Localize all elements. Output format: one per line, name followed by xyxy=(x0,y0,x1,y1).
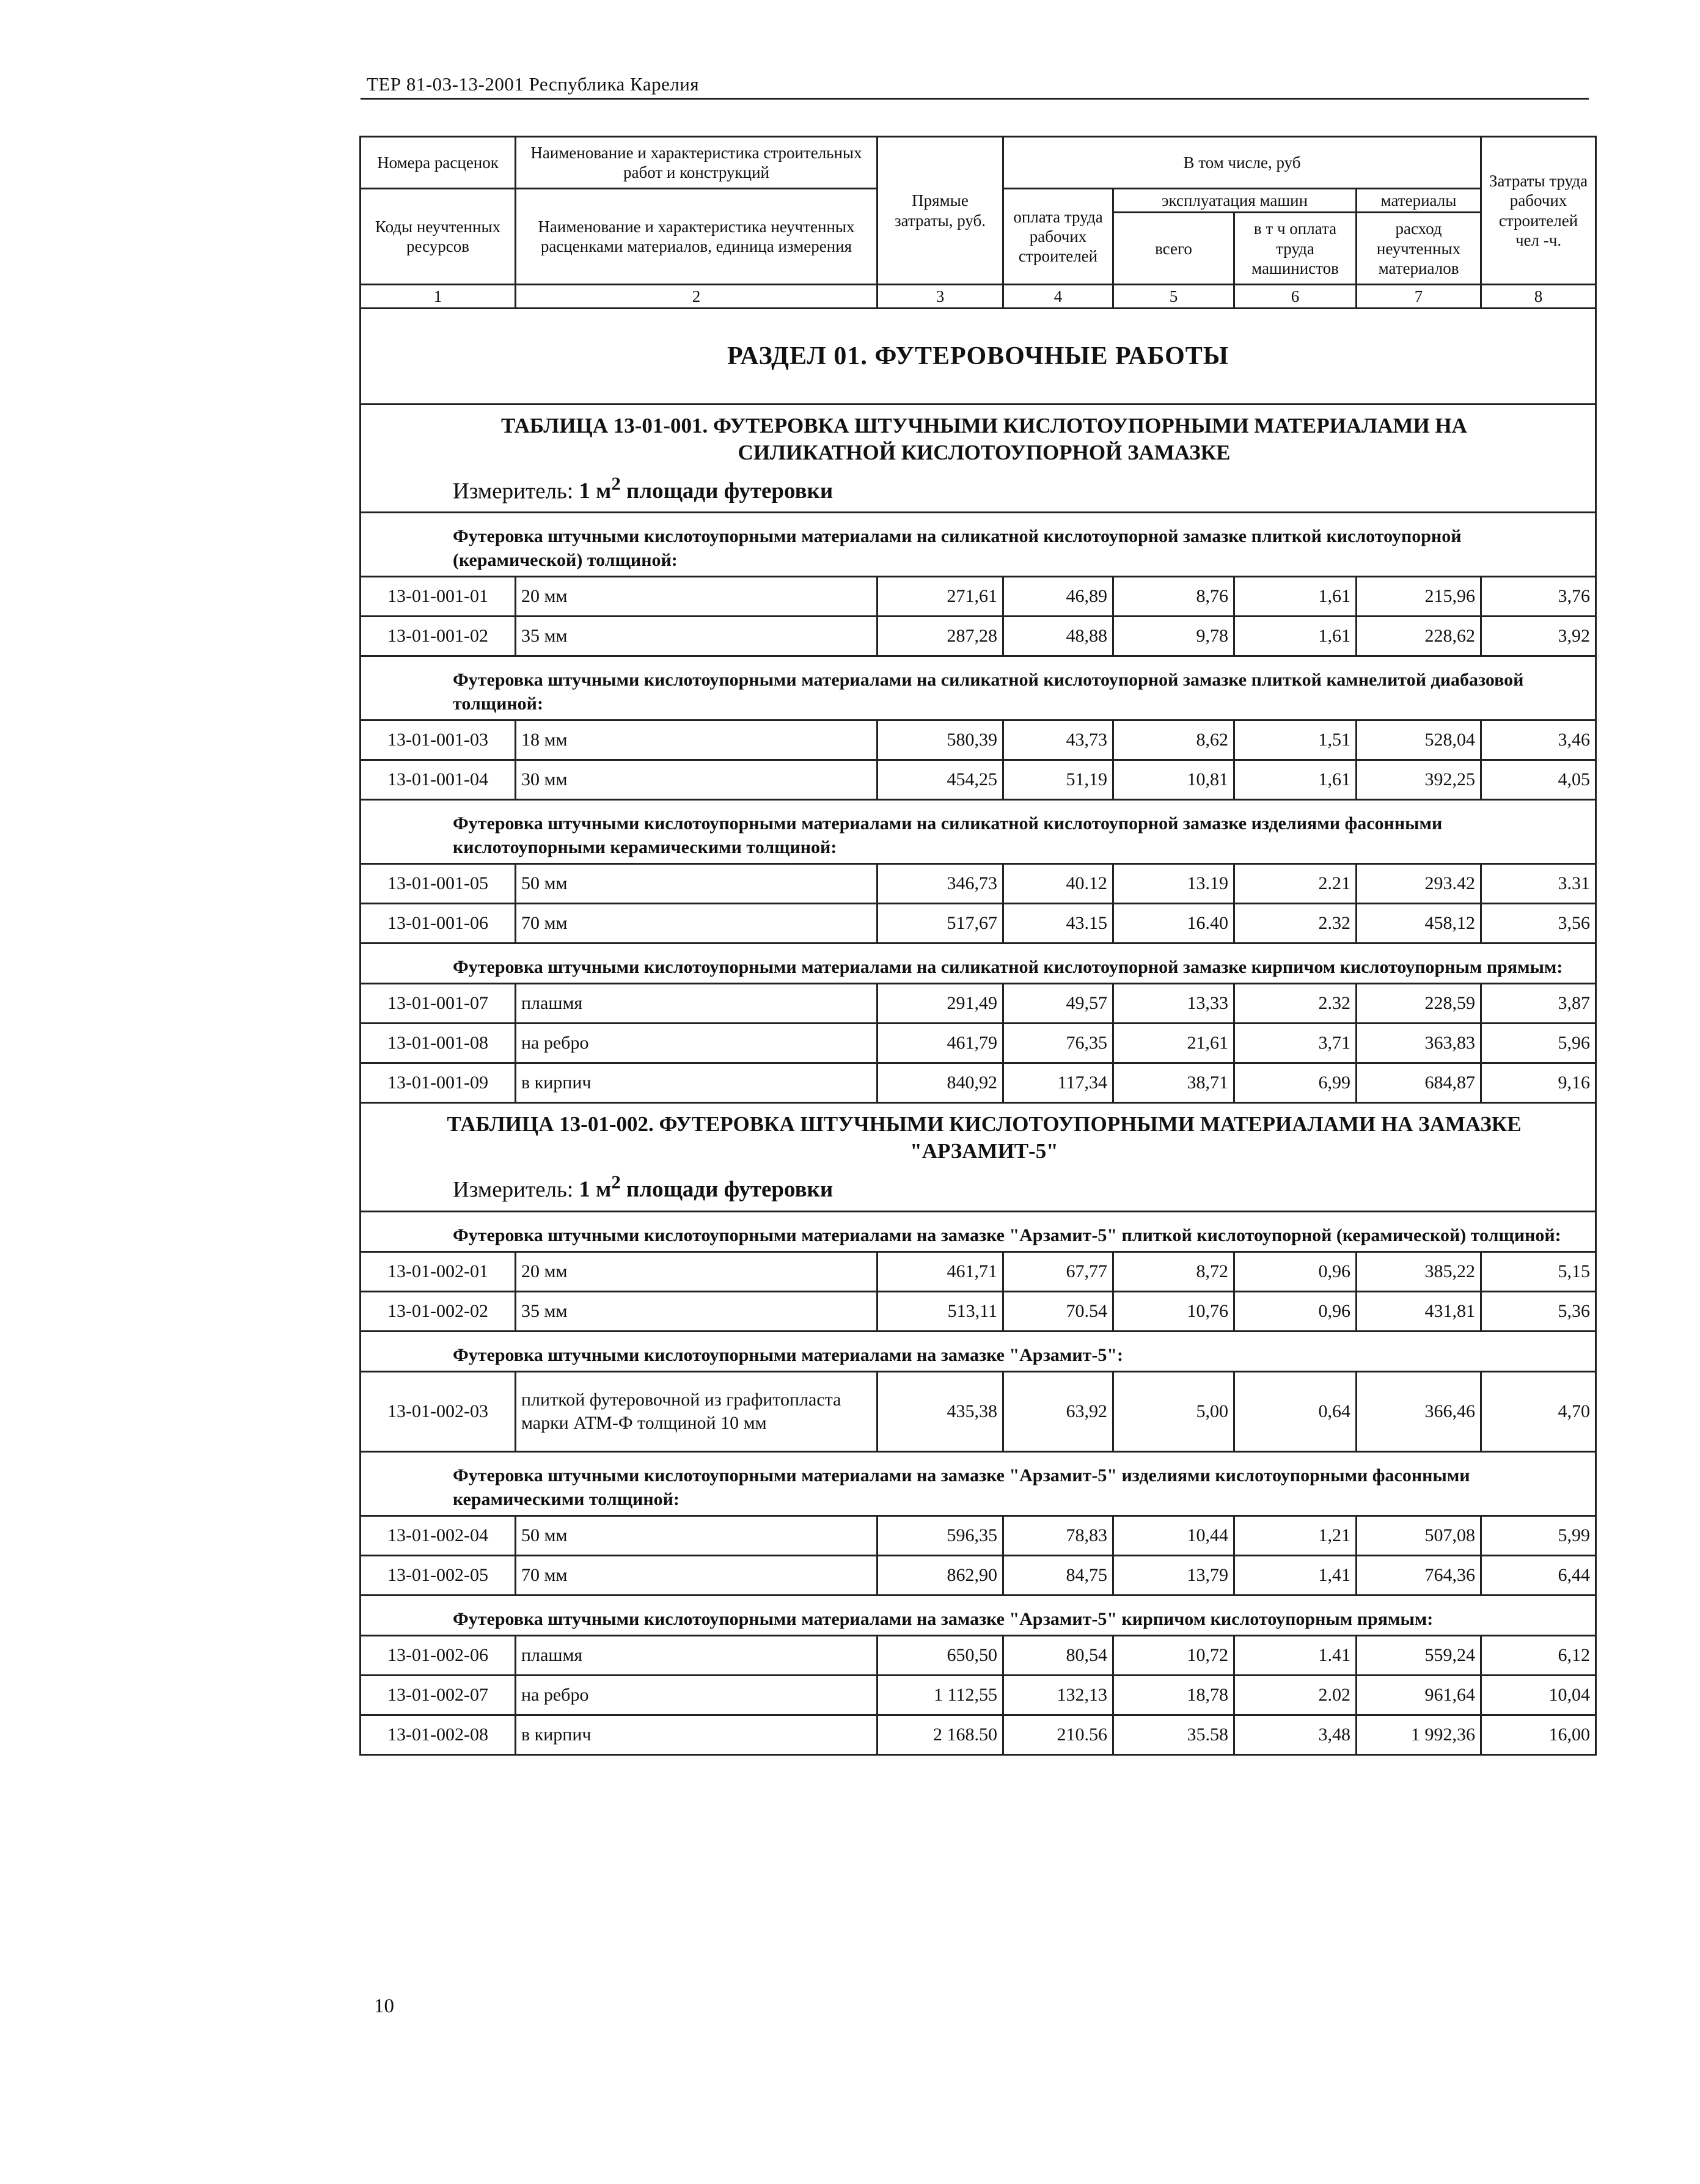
labor-wages: 84,75 xyxy=(1003,1555,1113,1595)
work-description: 35 мм xyxy=(516,1291,877,1331)
measure-suffix: площади футеровки xyxy=(626,1177,834,1203)
rate-code: 13-01-001-04 xyxy=(361,760,516,800)
measure-sup: 2 xyxy=(611,473,621,494)
machines-total: 16.40 xyxy=(1113,904,1234,944)
operator-wages: 1.41 xyxy=(1234,1635,1357,1675)
work-description: 20 мм xyxy=(516,577,877,617)
labor-hours: 3,46 xyxy=(1481,720,1596,760)
work-description: на ребро xyxy=(516,1675,877,1715)
machines-total: 13.19 xyxy=(1113,864,1234,904)
operator-wages: 1,61 xyxy=(1234,577,1357,617)
table2-measure xyxy=(453,1171,1589,1204)
rate-code: 13-01-001-02 xyxy=(361,617,516,656)
machines-total: 18,78 xyxy=(1113,1675,1234,1715)
measure-sup: 2 xyxy=(611,1171,621,1193)
work-description: 18 мм xyxy=(516,720,877,760)
table-row xyxy=(361,864,1596,904)
section-title: РАЗДЕЛ 01. ФУТЕРОВОЧНЫЕ РАБОТЫ xyxy=(361,309,1596,405)
table-row xyxy=(361,1635,1596,1675)
machines-total: 10,76 xyxy=(1113,1291,1234,1331)
materials-cost: 961,64 xyxy=(1357,1675,1481,1715)
operator-wages: 1,51 xyxy=(1234,720,1357,760)
table-row xyxy=(361,984,1596,1024)
materials-cost: 1 992,36 xyxy=(1357,1715,1481,1754)
labor-hours: 6,44 xyxy=(1481,1555,1596,1595)
direct-costs: 291,49 xyxy=(877,984,1003,1024)
document-header: ТЕР 81-03-13-2001 Республика Карелия xyxy=(367,73,700,95)
operator-wages: 1,41 xyxy=(1234,1555,1357,1595)
labor-hours: 3,56 xyxy=(1481,904,1596,944)
materials-cost: 392,25 xyxy=(1357,760,1481,800)
operator-wages: 1,61 xyxy=(1234,617,1357,656)
direct-costs: 461,71 xyxy=(877,1251,1003,1291)
measure-prefix: Измеритель: xyxy=(453,478,574,504)
work-description: 50 мм xyxy=(516,864,877,904)
table2-title-line2: "АРЗАМИТ-5" xyxy=(910,1139,1058,1163)
work-description: плиткой футеровочной из графитопласта марки АТМ-Ф толщиной 10 мм xyxy=(516,1371,877,1451)
labor-wages: 80,54 xyxy=(1003,1635,1113,1675)
table2-title-line1: ТАБЛИЦА 13-01-002. ФУТЕРОВКА ШТУЧНЫМИ КИСЛОТОУПОРНЫМИ МАТЕРИАЛАМИ НА ЗАМАЗКЕ xyxy=(447,1112,1522,1137)
table1-body xyxy=(361,405,1596,1103)
table-row xyxy=(361,1555,1596,1595)
machines-total: 10,44 xyxy=(1113,1515,1234,1555)
labor-hours: 6,12 xyxy=(1481,1635,1596,1675)
column-number: 5 xyxy=(1113,285,1234,309)
direct-costs: 517,67 xyxy=(877,904,1003,944)
materials-cost: 385,22 xyxy=(1357,1251,1481,1291)
rate-code: 13-01-002-04 xyxy=(361,1515,516,1555)
direct-costs: 1 112,55 xyxy=(877,1675,1003,1715)
group-title: Футеровка штучными кислотоупорными материалами на замазке "Арзамит-5": xyxy=(361,1331,1596,1371)
measure-unit xyxy=(579,473,834,504)
machines-total: 8,62 xyxy=(1113,720,1234,760)
materials-cost: 431,81 xyxy=(1357,1291,1481,1331)
col1-top-header: Номера расценок xyxy=(361,137,516,189)
labor-wages: 63,92 xyxy=(1003,1371,1113,1451)
materials-cost: 293.42 xyxy=(1357,864,1481,904)
labor-hours: 5,96 xyxy=(1481,1024,1596,1063)
machines-total: 35.58 xyxy=(1113,1715,1234,1754)
rate-code: 13-01-001-03 xyxy=(361,720,516,760)
rate-code: 13-01-002-07 xyxy=(361,1675,516,1715)
column-number: 3 xyxy=(877,285,1003,309)
operator-wages: 1,61 xyxy=(1234,760,1357,800)
rate-code: 13-01-001-07 xyxy=(361,984,516,1024)
table1-measure xyxy=(453,472,1589,506)
materials-cost: 528,04 xyxy=(1357,720,1481,760)
group-title: Футеровка штучными кислотоупорными материалами на силикатной кислотоупорной замазке плиткой камнелитой диабазовой толщиной: xyxy=(361,656,1596,720)
materials-cost: 366,46 xyxy=(1357,1371,1481,1451)
operator-wages: 2.02 xyxy=(1234,1675,1357,1715)
col1-bottom-header: Коды неучтенных ресурсов xyxy=(361,189,516,285)
rate-code: 13-01-001-06 xyxy=(361,904,516,944)
table1-title-block xyxy=(361,405,1596,513)
column-number: 4 xyxy=(1003,285,1113,309)
labor-hours: 5,99 xyxy=(1481,1515,1596,1555)
materials-cost: 764,36 xyxy=(1357,1555,1481,1595)
labor-wages: 70.54 xyxy=(1003,1291,1113,1331)
materials-cost: 228,62 xyxy=(1357,617,1481,656)
machines-total: 8,76 xyxy=(1113,577,1234,617)
labor-hours: 3,87 xyxy=(1481,984,1596,1024)
col6-header: в т ч оплата труда машинистов xyxy=(1234,213,1357,285)
table-row xyxy=(361,760,1596,800)
work-description: плашмя xyxy=(516,1635,877,1675)
machines-total: 13,33 xyxy=(1113,984,1234,1024)
group-title: Футеровка штучными кислотоупорными материалами на замазке "Арзамит-5" кирпичом кислотоупорным прямым: xyxy=(361,1595,1596,1635)
machines-total: 21,61 xyxy=(1113,1024,1234,1063)
rate-code: 13-01-001-09 xyxy=(361,1063,516,1103)
operator-wages: 0,96 xyxy=(1234,1291,1357,1331)
direct-costs: 596,35 xyxy=(877,1515,1003,1555)
labor-hours: 4,70 xyxy=(1481,1371,1596,1451)
table-row xyxy=(361,577,1596,617)
operator-wages: 0,64 xyxy=(1234,1371,1357,1451)
labor-hours: 4,05 xyxy=(1481,760,1596,800)
column-number: 2 xyxy=(516,285,877,309)
work-description: 30 мм xyxy=(516,760,877,800)
labor-hours: 3,92 xyxy=(1481,617,1596,656)
work-description: 35 мм xyxy=(516,617,877,656)
direct-costs: 435,38 xyxy=(877,1371,1003,1451)
table-row xyxy=(361,1291,1596,1331)
rate-code: 13-01-001-05 xyxy=(361,864,516,904)
direct-costs: 461,79 xyxy=(877,1024,1003,1063)
work-description: 20 мм xyxy=(516,1251,877,1291)
measure-prefix: Измеритель: xyxy=(453,1177,574,1203)
machines-total: 38,71 xyxy=(1113,1063,1234,1103)
col7-header: расход неучтенных материалов xyxy=(1357,213,1481,285)
labor-wages: 78,83 xyxy=(1003,1515,1113,1555)
measure-value: 1 м xyxy=(579,478,612,504)
rate-code: 13-01-002-08 xyxy=(361,1715,516,1754)
operator-wages: 2.21 xyxy=(1234,864,1357,904)
direct-costs: 840,92 xyxy=(877,1063,1003,1103)
operator-wages: 2.32 xyxy=(1234,904,1357,944)
direct-costs: 513,11 xyxy=(877,1291,1003,1331)
group-title: Футеровка штучными кислотоупорными материалами на силикатной кислотоупорной замазке плиткой кислотоупорной (керамической) толщиной: xyxy=(361,513,1596,577)
rate-code: 13-01-002-03 xyxy=(361,1371,516,1451)
column-number: 8 xyxy=(1481,285,1596,309)
col5-header: всего xyxy=(1113,213,1234,285)
col8-header: Затраты труда рабочих строителей чел -ч. xyxy=(1481,137,1596,285)
direct-costs: 287,28 xyxy=(877,617,1003,656)
operator-wages: 1,21 xyxy=(1234,1515,1357,1555)
col2-bottom-header: Наименование и характеристика неучтенных расценками материалов, единица измерения xyxy=(516,189,877,285)
table-row xyxy=(361,720,1596,760)
labor-wages: 46,89 xyxy=(1003,577,1113,617)
page-number: 10 xyxy=(374,1995,394,2017)
operator-wages: 0,96 xyxy=(1234,1251,1357,1291)
direct-costs: 454,25 xyxy=(877,760,1003,800)
table-row xyxy=(361,904,1596,944)
column-number: 1 xyxy=(361,285,516,309)
direct-costs: 271,61 xyxy=(877,577,1003,617)
labor-hours: 9,16 xyxy=(1481,1063,1596,1103)
labor-hours: 3,76 xyxy=(1481,577,1596,617)
machines-total: 13,79 xyxy=(1113,1555,1234,1595)
table-row xyxy=(361,1024,1596,1063)
labor-wages: 67,77 xyxy=(1003,1251,1113,1291)
labor-hours: 3.31 xyxy=(1481,864,1596,904)
operator-wages: 2.32 xyxy=(1234,984,1357,1024)
labor-hours: 10,04 xyxy=(1481,1675,1596,1715)
operator-wages: 3,48 xyxy=(1234,1715,1357,1754)
labor-hours: 5,36 xyxy=(1481,1291,1596,1331)
labor-hours: 16,00 xyxy=(1481,1715,1596,1754)
labor-wages: 43.15 xyxy=(1003,904,1113,944)
rate-code: 13-01-001-08 xyxy=(361,1024,516,1063)
measure-suffix: площади футеровки xyxy=(626,478,834,504)
work-description: 70 мм xyxy=(516,1555,877,1595)
direct-costs: 346,73 xyxy=(877,864,1003,904)
machines-header: эксплуатация машин xyxy=(1113,189,1357,213)
included-header: В том числе, руб xyxy=(1003,137,1481,189)
materials-cost: 507,08 xyxy=(1357,1515,1481,1555)
header-rule xyxy=(361,98,1589,100)
materials-cost: 559,24 xyxy=(1357,1635,1481,1675)
machines-total: 9,78 xyxy=(1113,617,1234,656)
work-description: 50 мм xyxy=(516,1515,877,1555)
machines-total: 10,72 xyxy=(1113,1635,1234,1675)
work-description: в кирпич xyxy=(516,1715,877,1754)
table-row xyxy=(361,1371,1596,1451)
labor-wages: 49,57 xyxy=(1003,984,1113,1024)
direct-costs: 2 168.50 xyxy=(877,1715,1003,1754)
table2-body xyxy=(361,1103,1596,1754)
labor-wages: 132,13 xyxy=(1003,1675,1113,1715)
labor-wages: 76,35 xyxy=(1003,1024,1113,1063)
rate-code: 13-01-002-02 xyxy=(361,1291,516,1331)
table1-title-line1: ТАБЛИЦА 13-01-001. ФУТЕРОВКА ШТУЧНЫМИ КИСЛОТОУПОРНЫМИ МАТЕРИАЛАМИ НА xyxy=(501,414,1467,438)
materials-cost: 458,12 xyxy=(1357,904,1481,944)
rate-code: 13-01-001-01 xyxy=(361,577,516,617)
table2-title-block xyxy=(361,1103,1596,1211)
machines-total: 10,81 xyxy=(1113,760,1234,800)
table-row xyxy=(361,1715,1596,1754)
rate-code: 13-01-002-01 xyxy=(361,1251,516,1291)
col2-top-header: Наименование и характеристика строительных работ и конструкций xyxy=(516,137,877,189)
group-title: Футеровка штучными кислотоупорными материалами на силикатной кислотоупорной замазке кирпичом кислотоупорным прямым: xyxy=(361,944,1596,984)
materials-cost: 215,96 xyxy=(1357,577,1481,617)
measure-value: 1 м xyxy=(579,1177,612,1203)
labor-hours: 5,15 xyxy=(1481,1251,1596,1291)
table-row xyxy=(361,1251,1596,1291)
materials-cost: 228,59 xyxy=(1357,984,1481,1024)
machines-total: 5,00 xyxy=(1113,1371,1234,1451)
labor-wages: 48,88 xyxy=(1003,617,1113,656)
labor-wages: 117,34 xyxy=(1003,1063,1113,1103)
table-row xyxy=(361,1515,1596,1555)
table-row xyxy=(361,1675,1596,1715)
column-number: 6 xyxy=(1234,285,1357,309)
table1-title-line2: СИЛИКАТНОЙ КИСЛОТОУПОРНОЙ ЗАМАЗКЕ xyxy=(738,441,1231,465)
rate-code: 13-01-002-06 xyxy=(361,1635,516,1675)
labor-wages: 210.56 xyxy=(1003,1715,1113,1754)
measure-unit xyxy=(579,1171,834,1203)
machines-total: 8,72 xyxy=(1113,1251,1234,1291)
labor-wages: 51,19 xyxy=(1003,760,1113,800)
work-description: на ребро xyxy=(516,1024,877,1063)
group-title: Футеровка штучными кислотоупорными материалами на силикатной кислотоупорной замазке изделиями фасонными кислотоупорными керамическими толщиной: xyxy=(361,800,1596,864)
rates-table xyxy=(359,136,1597,1756)
labor-wages: 43,73 xyxy=(1003,720,1113,760)
group-title: Футеровка штучными кислотоупорными материалами на замазке "Арзамит-5" изделиями кислотоупорными фасонными керамическими толщиной: xyxy=(361,1451,1596,1515)
materials-cost: 363,83 xyxy=(1357,1024,1481,1063)
materials-header: материалы xyxy=(1357,189,1481,213)
table-row xyxy=(361,617,1596,656)
operator-wages: 6,99 xyxy=(1234,1063,1357,1103)
materials-cost: 684,87 xyxy=(1357,1063,1481,1103)
col4-header: оплата труда рабочих строителей xyxy=(1003,189,1113,285)
work-description: в кирпич xyxy=(516,1063,877,1103)
column-number: 7 xyxy=(1357,285,1481,309)
table-row xyxy=(361,1063,1596,1103)
column-numbers-row xyxy=(361,285,1596,309)
work-description: плашмя xyxy=(516,984,877,1024)
col3-header: Прямые затраты, руб. xyxy=(877,137,1003,285)
direct-costs: 862,90 xyxy=(877,1555,1003,1595)
labor-wages: 40.12 xyxy=(1003,864,1113,904)
operator-wages: 3,71 xyxy=(1234,1024,1357,1063)
group-title: Футеровка штучными кислотоупорными материалами на замазке "Арзамит-5" плиткой кислотоупорной (керамической) толщиной: xyxy=(361,1211,1596,1251)
direct-costs: 650,50 xyxy=(877,1635,1003,1675)
rate-code: 13-01-002-05 xyxy=(361,1555,516,1595)
work-description: 70 мм xyxy=(516,904,877,944)
direct-costs: 580,39 xyxy=(877,720,1003,760)
